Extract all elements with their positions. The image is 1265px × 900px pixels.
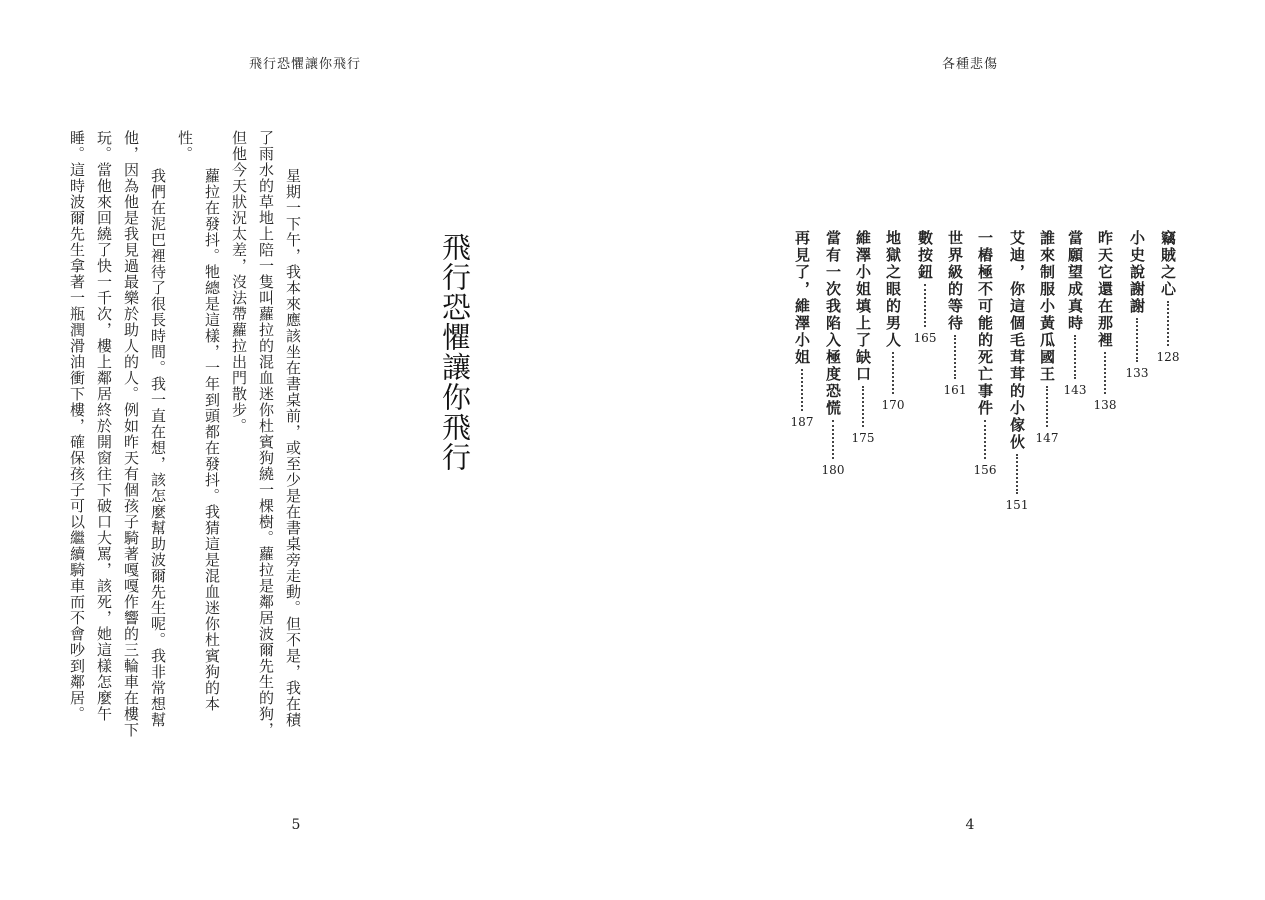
toc-entry [1157,230,1179,364]
toc-entry-title: 昨天它還在那裡 [1096,230,1114,349]
toc-leader-dots [1074,335,1076,379]
toc-entry-title: 一樁極不可能的死亡事件 [976,230,994,417]
toc-leader-dots [832,420,834,459]
toc-entry-title: 世界級的等待 [946,230,964,332]
toc-entry-title: 數按鈕 [916,230,934,281]
toc-entry-page: 170 [881,398,905,412]
toc-entry-page: 138 [1093,398,1117,412]
page-number-right: 4 [965,817,975,833]
toc-entry-title: 小史說謝謝 [1128,230,1146,315]
toc-leader-dots [924,284,926,327]
toc-entry [822,230,844,477]
toc-entry [1094,230,1116,412]
toc-leader-dots [892,352,894,394]
toc-leader-dots [1167,301,1169,346]
toc-entry-title: 當有一次我陷入極度恐慌 [824,230,842,417]
toc-entry [944,230,966,397]
toc-entry [1126,230,1148,380]
toc-entry-page: 165 [913,331,937,345]
toc-entry-page: 128 [1156,350,1180,364]
toc-entry [791,230,813,429]
toc-leader-dots [801,369,803,411]
toc-entry-title: 誰來制服小黃瓜國王 [1038,230,1056,383]
paragraph: 我們在泥巴裡待了很長時間。我一直在想，該怎麼幫助波爾先生呢。我非常想幫他，因為他是我見過最樂於助人的人。例如昨天有個孩子騎著嘎嘎作響的三輪車在樓下玩。當他來回繞了快一千次，樓上鄰居終於開窗往下破口大罵，該死，她這樣怎麼午睡。這時波爾先生拿著一瓶潤滑油衝下樓，確保孩子可以繼續騎車而不會吵到鄰居。 [68,130,167,738]
toc-entry-title: 竊賊之心 [1159,230,1177,298]
toc-entry-title: 地獄之眼的男人 [884,230,902,349]
running-head-right: 各種悲傷 [941,57,999,72]
paragraph: 星期一下午，我本來應該坐在書桌前，或至少是在書桌旁走動。但不是，我在積了雨水的草地上陪一隻叫蘿拉的混血迷你杜賓狗繞一棵樹。蘿拉是鄰居波爾先生的狗，但他今天狀況太差，沒法帶蘿拉出門散步。 [230,130,302,738]
paragraph: 蘿拉在發抖。牠總是這樣，一年到頭都在發抖。我猜這是混血迷你杜賓狗的本性。 [176,130,221,712]
toc-entry [1064,230,1086,397]
toc-entry [974,230,996,477]
toc-entry [1006,230,1028,512]
toc-leader-dots [954,335,956,379]
toc-entry-page: 156 [973,463,997,477]
toc-entry-title: 維澤小姐填上了缺口 [854,230,872,383]
toc-entry-page: 147 [1035,431,1059,445]
toc-entry-page: 161 [943,383,967,397]
toc-entry-title: 當願望成真時 [1066,230,1084,332]
toc-entry-page: 175 [851,431,875,445]
toc-entry-title: 艾迪，你這個毛茸茸的小傢伙 [1008,230,1026,451]
toc-entry-title: 再見了，維澤小姐 [793,230,811,366]
toc-leader-dots [1046,386,1048,427]
running-head-left: 飛行恐懼讓你飛行 [248,57,362,72]
toc-leader-dots [1104,352,1106,394]
toc-leader-dots [984,420,986,459]
toc-entry-page: 133 [1125,366,1149,380]
toc-entry-page: 143 [1063,383,1087,397]
page-number-left: 5 [291,817,301,833]
toc-entry [852,230,874,445]
toc-leader-dots [862,386,864,427]
toc-leader-dots [1136,318,1138,362]
toc-entry [882,230,904,412]
toc-entry-page: 187 [790,415,814,429]
body-text [68,130,306,742]
chapter-title: 飛行恐懼讓你飛行 [438,232,472,472]
toc-entry [1036,230,1058,445]
toc-leader-dots [1016,454,1018,494]
toc-entry-page: 151 [1005,498,1029,512]
toc-entry [914,230,936,345]
toc-entry-page: 180 [821,463,845,477]
